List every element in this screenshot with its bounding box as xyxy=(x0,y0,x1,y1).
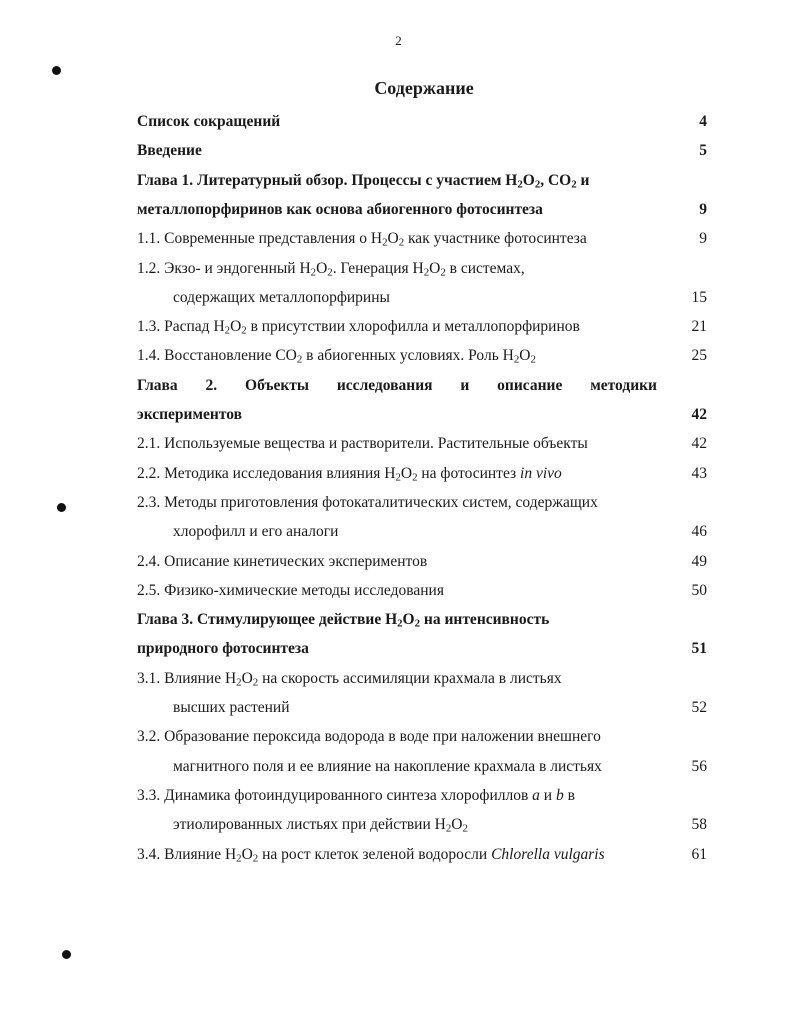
toc-entry xyxy=(137,404,707,426)
toc-entry xyxy=(137,609,707,631)
toc-entry-page: 46 xyxy=(691,523,707,540)
toc-entry-page: 42 xyxy=(691,435,707,452)
toc-entry-page: 4 xyxy=(699,113,707,130)
toc-entry-page: 9 xyxy=(699,201,707,218)
toc-entry-title: Список сокращений xyxy=(137,113,281,130)
toc-entry-page: 51 xyxy=(691,640,707,657)
toc-entry-page: 5 xyxy=(699,142,707,159)
toc-entry xyxy=(137,433,707,455)
toc-entry xyxy=(137,463,707,485)
toc-entry xyxy=(137,638,707,660)
toc-entry-page: 9 xyxy=(699,230,707,247)
toc-entry-page: 21 xyxy=(691,318,707,335)
toc-entry xyxy=(137,258,707,280)
toc-entry xyxy=(137,140,707,162)
toc-entry-page: 43 xyxy=(691,465,707,482)
toc-entry-title: 2.1. Используемые вещества и растворители. Растительные объекты xyxy=(137,435,588,452)
toc-entry xyxy=(137,756,707,778)
toc-entry-title: 2.4. Описание кинетических экспериментов xyxy=(137,553,428,570)
toc-entry xyxy=(137,345,707,367)
toc-entry xyxy=(137,580,707,602)
toc-entry-page: 56 xyxy=(691,758,707,775)
toc-entry-title: 2.5. Физико-химические методы исследования xyxy=(137,582,444,599)
toc-entry xyxy=(137,668,707,690)
toc-entry-title: Глава 3. Стимулирующее действие $H_2O_2$ на интенсивность xyxy=(137,611,550,630)
toc-entry-page: 42 xyxy=(691,406,707,423)
toc-entry xyxy=(137,287,707,309)
toc-entry xyxy=(137,228,707,250)
toc-entry-title: металлопорфиринов как основа абиогенного фотосинтеза xyxy=(137,201,543,218)
toc-entry-title: хлорофилл и его аналоги xyxy=(173,523,339,540)
toc-entry-title: Глава 1. Литературный обзор. Процессы с участием $H_2O_2$, $CO_2$ и xyxy=(137,172,590,191)
toc-entry-title: 3.1. Влияние $H_2O_2$ на скорость ассимиляции крахмала в листьях xyxy=(137,670,562,689)
toc-entry-title: 2.3. Методы приготовления фотокаталитических систем, содержащих xyxy=(137,494,598,511)
toc-entry-title: магнитного поля и ее влияние на накопление крахмала в листьях xyxy=(173,758,602,775)
toc-entry-title: высших растений xyxy=(173,699,290,716)
toc-entry-page: 52 xyxy=(691,699,707,716)
toc-entry-title: 3.3. Динамика фотоиндуцированного синтеза хлорофиллов a и b в xyxy=(137,787,575,804)
page-number: 2 xyxy=(395,33,402,48)
toc-entry-title: 1.4. Восстановление $CO_2$ в абиогенных условиях. Роль $H_2O_2$ xyxy=(137,347,536,366)
toc-entry-page: 15 xyxy=(691,289,707,306)
toc-entry-page: 25 xyxy=(691,347,707,364)
toc-entry-title: 1.2. Экзо- и эндогенный $H_2O_2$. Генерация $H_2O_2$ в системах, xyxy=(137,260,525,279)
toc-entry-title: природного фотосинтеза xyxy=(137,640,309,657)
toc-entry xyxy=(137,170,707,192)
toc-entry-title: 2.2. Методика исследования влияния $H_2O_2$ на фотосинтез in vivo xyxy=(137,465,562,484)
toc-entry xyxy=(137,521,707,543)
toc-entry xyxy=(137,844,707,866)
toc-entry xyxy=(137,814,707,836)
toc-entry-title: 3.4. Влияние $H_2O_2$ на рост клеток зеленой водоросли Chlorella vulgaris xyxy=(137,846,605,865)
toc-entry-page: 50 xyxy=(691,582,707,599)
toc-entry xyxy=(137,492,707,514)
toc-entry-page: 49 xyxy=(691,553,707,570)
toc-entry-title: 1.1. Современные представления о $H_2O_2$ как участнике фотосинтеза xyxy=(137,230,587,249)
toc-entry xyxy=(137,199,707,221)
toc-entry-page: 58 xyxy=(691,816,707,833)
toc-entry-title: содержащих металлопорфирины xyxy=(173,289,390,306)
toc-entry-title: Введение xyxy=(137,142,202,159)
toc-entry xyxy=(137,551,707,573)
toc-entry-page: 61 xyxy=(691,846,707,863)
toc-entry-title: Глава 2. Объекты исследования и описание методики xyxy=(137,377,657,394)
toc-entry-title: экспериментов xyxy=(137,406,242,423)
toc-entry-title: 1.3. Распад $H_2O_2$ в присутствии хлорофилла и металлопорфиринов xyxy=(137,318,580,337)
toc-entry-title: этиолированных листьях при действии $H_2O_2$ xyxy=(173,816,468,835)
toc-entry xyxy=(137,726,707,748)
toc-entry xyxy=(137,316,707,338)
toc-entry xyxy=(137,785,707,807)
toc-entry xyxy=(137,111,707,133)
toc-entry-title: 3.2. Образование пероксида водорода в воде при наложении внешнего xyxy=(137,728,601,745)
page-title: Содержание xyxy=(374,78,474,98)
toc-entry xyxy=(137,697,707,719)
toc-entry xyxy=(137,375,707,397)
